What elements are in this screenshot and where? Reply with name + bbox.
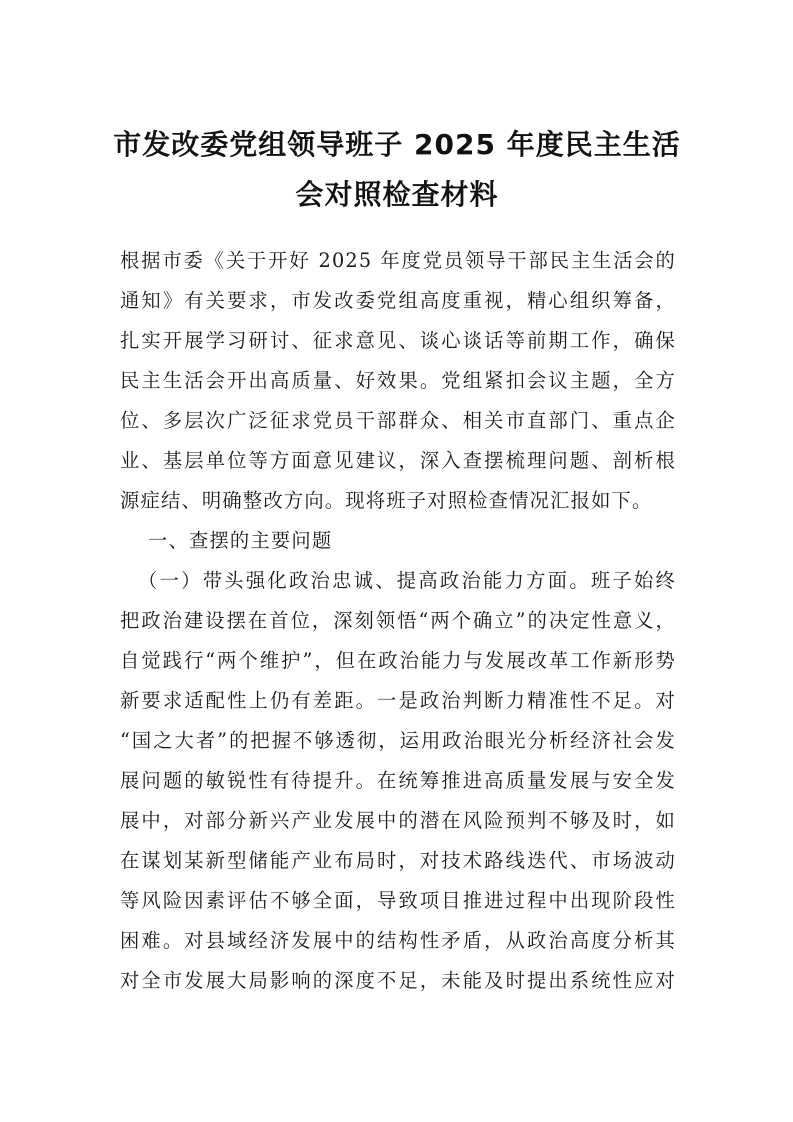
title-line: 市发改委党组领导班子 2025 年度民主生活	[113, 128, 681, 161]
body-line: 新要求适配性上仍有差距。一是政治判断力精准性不足。对	[120, 689, 676, 712]
body-line: 把政治建设摆在首位，深刻领悟“两个确立”的决定性意义，	[120, 609, 676, 632]
document-title	[110, 120, 684, 220]
title-line: 会对照检查材料	[295, 178, 499, 211]
body-line: 困难。对县域经济发展中的结构性矛盾，从政治高度分析其	[120, 929, 676, 952]
body-line: 通知》有关要求，市发改委党组高度重视，精心组织筹备，	[120, 289, 676, 312]
body-line: 扎实开展学习研讨、征求意见、谈心谈话等前期工作，确保	[120, 329, 676, 352]
body-line: 业、基层单位等方面意见建议，深入查摆梳理问题、剖析根	[120, 449, 676, 472]
body-line: “国之大者”的把握不够透彻，运用政治眼光分析经济社会发	[120, 729, 676, 752]
body-line: 在谋划某新型储能产业布局时，对技术路线迭代、市场波动	[120, 849, 676, 872]
body-line: 自觉践行“两个维护”，但在政治能力与发展改革工作新形势	[120, 649, 676, 672]
body-line: 展中，对部分新兴产业发展中的潜在风险预判不够及时，如	[120, 809, 676, 832]
body-line: 等风险因素评估不够全面，导致项目推进过程中出现阶段性	[120, 889, 676, 912]
body-line: 民主生活会开出高质量、好效果。党组紧扣会议主题，全方	[120, 369, 676, 392]
body-line: 根据市委《关于开好 2025 年度党员领导干部民主生活会的	[120, 249, 676, 272]
section-heading: 一、查摆的主要问题	[148, 529, 333, 552]
body-line: 对全市发展大局影响的深度不足，未能及时提出系统性应对	[120, 969, 676, 992]
body-line: （一）带头强化政治忠诚、提高政治能力方面。班子始终	[138, 569, 676, 592]
body-line: 源症结、明确整改方向。现将班子对照检查情况汇报如下。	[120, 489, 653, 512]
document-body	[120, 241, 676, 1001]
body-line: 位、多层次广泛征求党员干部群众、相关市直部门、重点企	[120, 409, 676, 432]
body-line: 展问题的敏锐性有待提升。在统筹推进高质量发展与安全发	[120, 769, 676, 792]
